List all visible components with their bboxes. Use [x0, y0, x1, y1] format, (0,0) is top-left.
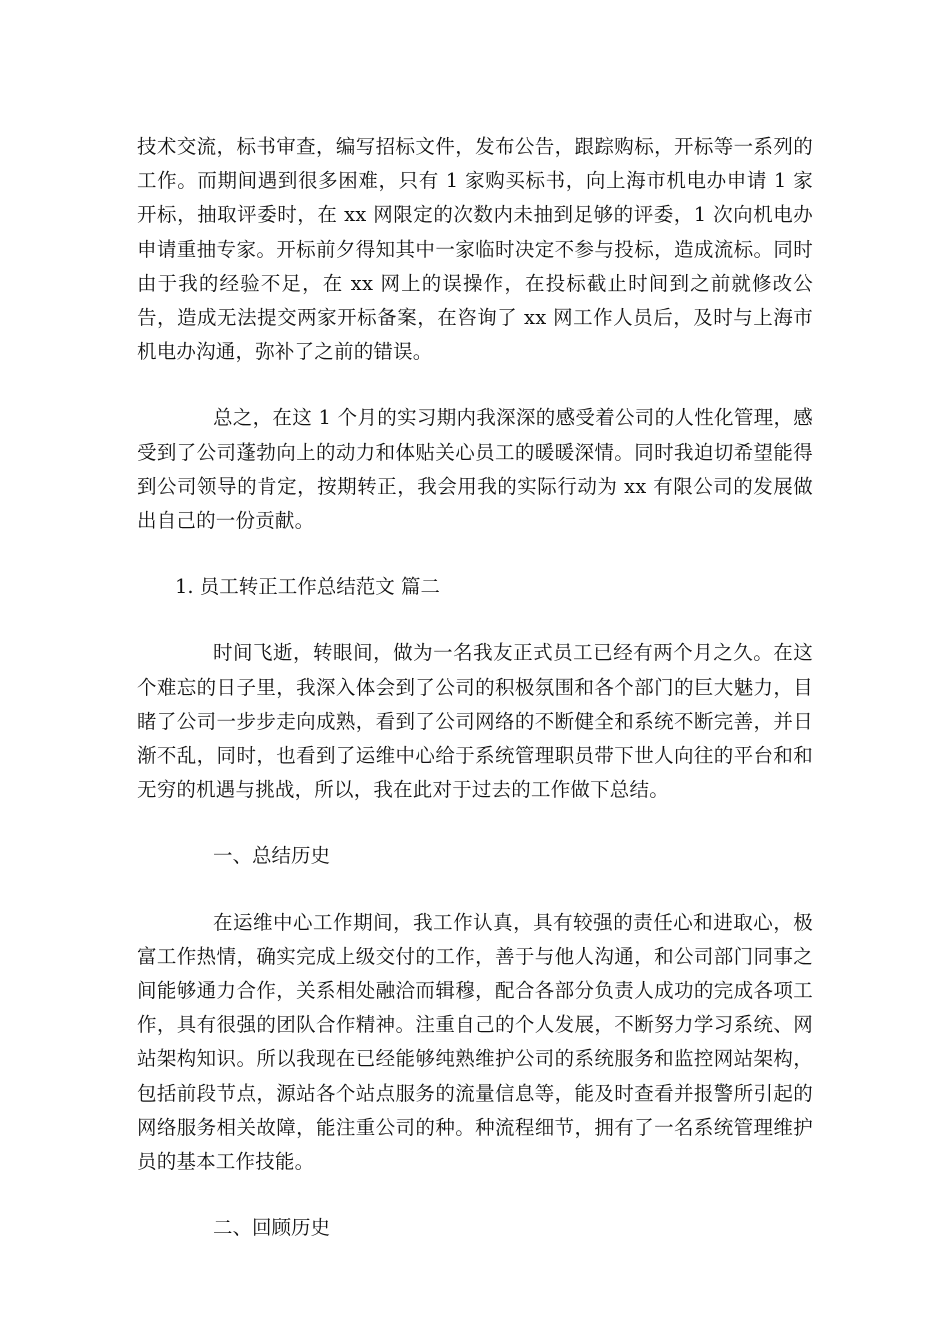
paragraph-intro: 时间飞逝，转眼间，做为一名我友正式员工已经有两个月之久。在这个难忘的日子里，我深入体会到了公司的积极氛围和各个部门的巨大魅力，目睹了公司一步步走向成熟，看到了公司网络的不断健全和系统不断完善，并日渐不乱，同时，也看到了运维中心给于系统管理职员带下世人向往的平台和和无穷的机遇与挑战，所以，我在此对于过去的工作做下总结。	[137, 641, 813, 802]
section-heading-summary: 一、总结历史	[213, 844, 331, 868]
section-heading-review: 二、回顾历史	[213, 1216, 331, 1240]
paragraph-gap	[137, 604, 813, 636]
paragraph-conclusion: 总之，在这 1 个月的实习期内我深深的感受着公司的人性化管理，感受到了公司蓬勃向上的动力和体贴关心员工的暖暖深情。同时我迫切希望能得到公司领导的肯定，按期转正，我会用我的实际行动为 xx 有限公司的发展做出自己的一份贡献。	[137, 406, 813, 533]
paragraph-gap	[137, 807, 813, 839]
document-page	[137, 130, 813, 1245]
paragraph-gap	[137, 369, 813, 401]
paragraph-gap	[137, 874, 813, 906]
article-heading: 1. 员工转正工作总结范文 篇二	[175, 575, 441, 599]
paragraph-gap	[137, 538, 813, 570]
paragraph-work-summary: 在运维中心工作期间，我工作认真，具有较强的责任心和进取心，极富工作热情，确实完成上级交付的工作，善于与他人沟通，和公司部门同事之间能够通力合作，关系相处融洽而辑穆，配合各部分负责人成功的完成各项工作，具有很强的团队合作精神。注重自己的个人发展，不断努力学习系统、网站架构知识。所以我现在已经能够纯熟维护公司的系统服务和监控网站架构，包括前段节点，源站各个站点服务的流量信息等，能及时查看并报警所引起的网络服务相关故障，能注重公司的种。种流程细节，拥有了一名系统管理维护员的基本工作技能。	[137, 910, 813, 1174]
paragraph-gap	[137, 1179, 813, 1211]
paragraph-tender-process: 技术交流，标书审查，编写招标文件，发布公告，跟踪购标，开标等一系列的工作。而期间遇到很多困难，只有 1 家购买标书，向上海市机电办申请 1 家开标，抽取评委时，在 xx 网限定的次数内未抽到足够的评委，1 次向机电办申请重抽专家。开标前夕得知其中一家临时决定不参与投标，造成流标。同时由于我的经验不足，在 xx 网上的误操作，在投标截止时间到之前就修改公告，造成无法提交两家开标备案，在咨询了 xx 网工作人员后，及时与上海市机电办沟通，弥补了之前的错误。	[137, 135, 813, 364]
